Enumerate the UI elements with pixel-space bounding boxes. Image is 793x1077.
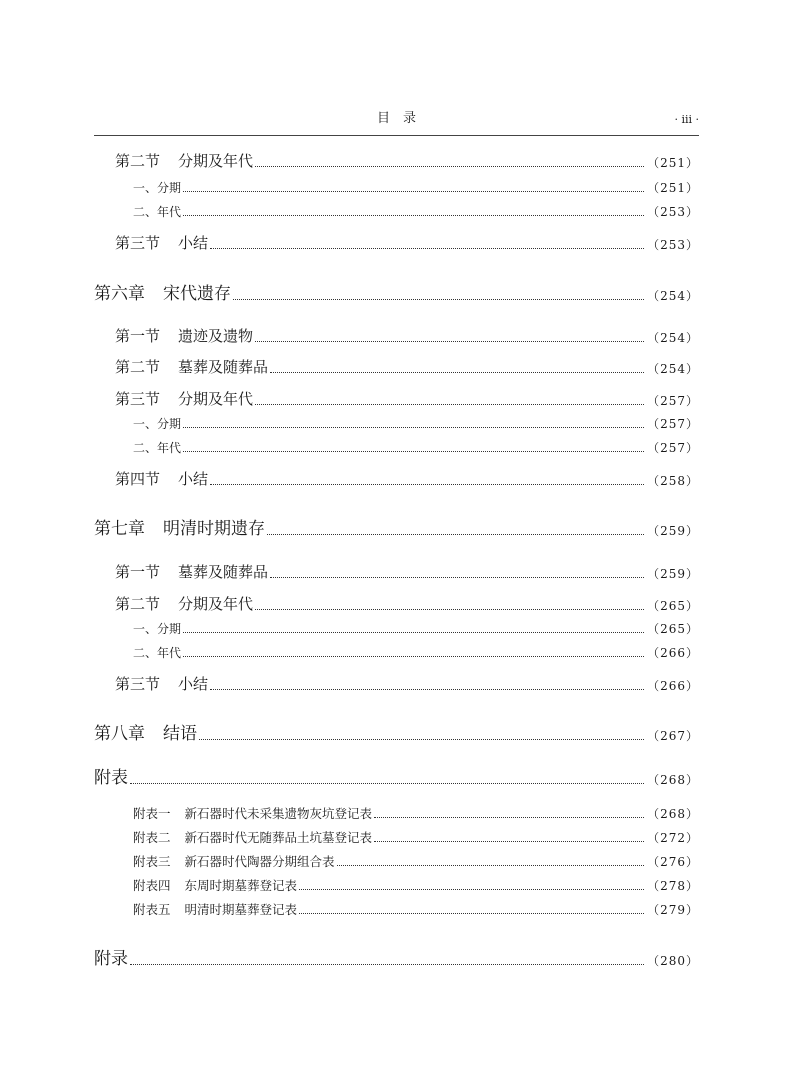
toc-entry-number: 二、 xyxy=(133,646,158,660)
toc-entry-page: （268） xyxy=(647,807,699,821)
toc-leader-dots xyxy=(183,427,644,428)
toc-entry[interactable] xyxy=(133,415,699,432)
toc-entry-title: 分期及年代 xyxy=(178,152,254,170)
toc-leader-dots xyxy=(255,341,644,342)
toc-entry-label xyxy=(133,828,372,846)
toc-entry-number: 附表一 xyxy=(133,806,171,821)
toc-leader-dots xyxy=(183,191,644,192)
toc-entry-number: 第八章 xyxy=(94,724,145,744)
toc-entry-title: 新石器时代未采集遗物灰坑登记表 xyxy=(184,806,373,821)
toc-entry-label xyxy=(133,900,297,918)
toc-entry-page: （272） xyxy=(647,831,699,845)
toc-entry[interactable] xyxy=(133,828,699,846)
toc-entry-number: 一、 xyxy=(133,622,158,636)
toc-leader-dots xyxy=(233,299,644,300)
toc-entry-title: 年代 xyxy=(157,646,182,660)
toc-entry-page: （253） xyxy=(647,238,699,252)
toc-entry-label xyxy=(94,944,128,969)
toc-entry-label xyxy=(133,644,181,661)
toc-entry-number: 第六章 xyxy=(94,284,145,304)
toc-entry[interactable] xyxy=(115,593,699,614)
toc-entry-number: 附表二 xyxy=(133,830,171,845)
toc-leader-dots xyxy=(210,248,644,249)
toc-entry-label xyxy=(133,804,372,822)
toc-entry-page: （251） xyxy=(647,156,699,170)
toc-leader-dots xyxy=(255,166,644,167)
toc-entry-title: 年代 xyxy=(157,441,182,455)
toc-entry[interactable] xyxy=(133,620,699,637)
toc-entry-page: （266） xyxy=(647,679,699,693)
toc-entry-page: （266） xyxy=(647,646,699,660)
toc-entry-number: 一、 xyxy=(133,181,158,195)
toc-entry-label xyxy=(115,673,208,694)
toc-entry-page: （253） xyxy=(647,205,699,219)
toc-entry-label xyxy=(133,179,181,196)
toc-entry[interactable] xyxy=(133,203,699,220)
toc-leader-dots xyxy=(255,404,644,405)
toc-entry-title: 附表 xyxy=(94,768,128,788)
toc-entry-page: （254） xyxy=(647,289,699,303)
toc-entry[interactable] xyxy=(133,876,699,894)
toc-entry-number: 第一节 xyxy=(115,563,161,581)
toc-entry-label xyxy=(115,325,253,346)
toc-entry-label xyxy=(94,719,197,744)
toc-leader-dots xyxy=(210,689,644,690)
toc-entry-number: 附表五 xyxy=(133,902,171,917)
toc-entry[interactable] xyxy=(94,763,699,788)
toc-entry-page: （265） xyxy=(647,622,699,636)
toc-entry-title: 墓葬及随葬品 xyxy=(178,358,269,376)
toc-leader-dots xyxy=(255,609,644,610)
toc-leader-dots xyxy=(299,913,644,914)
toc-entry-page: （254） xyxy=(647,331,699,345)
toc-entry-label xyxy=(115,388,253,409)
page-number: · iii · xyxy=(674,113,699,126)
toc-entry-number: 第三节 xyxy=(115,234,161,252)
toc-entry-label xyxy=(115,150,253,171)
toc-leader-dots xyxy=(337,865,645,866)
toc-entry-title: 明清时期墓葬登记表 xyxy=(184,902,298,917)
toc-entry-label xyxy=(115,468,208,489)
toc-entry-page: （251） xyxy=(647,181,699,195)
toc-entry[interactable] xyxy=(133,644,699,661)
toc-entry[interactable] xyxy=(94,944,699,969)
toc-entry[interactable] xyxy=(133,179,699,196)
toc-entry-title: 分期 xyxy=(157,622,182,636)
toc-entry-title: 小结 xyxy=(178,470,209,488)
toc-leader-dots xyxy=(183,632,644,633)
toc-entry-label xyxy=(94,514,265,539)
toc-entry-number: 第七章 xyxy=(94,519,145,539)
toc-entry[interactable] xyxy=(115,325,699,346)
toc-entry-page: （280） xyxy=(647,954,699,968)
toc-entry-label xyxy=(133,415,181,432)
toc-entry-title: 分期 xyxy=(157,181,182,195)
toc-entry-page: （257） xyxy=(647,441,699,455)
toc-entry-title: 年代 xyxy=(157,205,182,219)
toc-entry-title: 墓葬及随葬品 xyxy=(178,563,269,581)
toc-entry-title: 小结 xyxy=(178,675,209,693)
toc-entry-number: 第二节 xyxy=(115,358,161,376)
toc-entry[interactable] xyxy=(115,150,699,171)
toc-entry[interactable] xyxy=(133,900,699,918)
toc-entry-label xyxy=(115,232,208,253)
toc-entry-label xyxy=(133,439,181,456)
toc-entry-number: 二、 xyxy=(133,205,158,219)
toc-entry-page: （265） xyxy=(647,599,699,613)
toc-entry-label xyxy=(133,620,181,637)
toc-entry[interactable] xyxy=(94,719,699,744)
toc-leader-dots xyxy=(183,451,644,452)
toc-entry-number: 一、 xyxy=(133,417,158,431)
toc-entry-page: （259） xyxy=(647,524,699,538)
toc-entry-page: （278） xyxy=(647,879,699,893)
toc-entry-page: （257） xyxy=(647,417,699,431)
toc-entry-label xyxy=(133,876,297,894)
toc-leader-dots xyxy=(130,964,644,965)
toc-entry[interactable] xyxy=(115,468,699,489)
toc-entry-title: 小结 xyxy=(178,234,209,252)
toc-entry[interactable] xyxy=(133,804,699,822)
toc-entry-label xyxy=(115,593,253,614)
toc-entry-number: 第四节 xyxy=(115,470,161,488)
toc-entry-title: 分期 xyxy=(157,417,182,431)
toc-leader-dots xyxy=(374,817,644,818)
toc-leader-dots xyxy=(210,484,644,485)
toc-entry-page: （267） xyxy=(647,729,699,743)
toc-entry-label xyxy=(115,561,268,582)
toc-entry-title: 附录 xyxy=(94,949,128,969)
toc-entry[interactable] xyxy=(94,514,699,539)
toc-entry[interactable] xyxy=(133,852,699,870)
toc-entry-title: 结语 xyxy=(163,724,197,744)
toc-leader-dots xyxy=(267,534,644,535)
toc-entry-label xyxy=(133,203,181,220)
toc-leader-dots xyxy=(270,577,644,578)
toc-entry-title: 宋代遗存 xyxy=(163,284,231,304)
toc-entry-number: 二、 xyxy=(133,441,158,455)
toc-entry-page: （279） xyxy=(647,903,699,917)
toc-entry-label xyxy=(94,763,128,788)
toc-entry-page: （259） xyxy=(647,567,699,581)
toc-entry-page: （268） xyxy=(647,773,699,787)
toc-entry-label xyxy=(94,279,231,304)
toc-entry[interactable] xyxy=(115,356,699,377)
toc-entry-title: 分期及年代 xyxy=(178,595,254,613)
toc-entry-page: （254） xyxy=(647,362,699,376)
toc-entry-title: 新石器时代无随葬品土坑墓登记表 xyxy=(184,830,373,845)
toc-entry-number: 第二节 xyxy=(115,595,161,613)
toc-entry-page: （276） xyxy=(647,855,699,869)
toc-entry-number: 第三节 xyxy=(115,675,161,693)
toc-entry-label xyxy=(115,356,268,377)
toc-entry[interactable] xyxy=(115,561,699,582)
toc-entry-title: 遗迹及遗物 xyxy=(178,327,254,345)
toc-leader-dots xyxy=(130,783,644,784)
toc-entry[interactable] xyxy=(115,388,699,409)
toc-leader-dots xyxy=(374,841,644,842)
toc-entry[interactable] xyxy=(94,279,699,304)
toc-entry-page: （257） xyxy=(647,394,699,408)
toc-leader-dots xyxy=(299,889,644,890)
toc-entry-page: （258） xyxy=(647,474,699,488)
toc-entry-title: 明清时期遗存 xyxy=(163,519,265,539)
toc-entry[interactable] xyxy=(115,673,699,694)
toc-entry-label xyxy=(133,852,335,870)
toc-entry-title: 分期及年代 xyxy=(178,390,254,408)
toc-leader-dots xyxy=(183,656,644,657)
toc-leader-dots xyxy=(199,739,644,740)
toc-entry-number: 第一节 xyxy=(115,327,161,345)
toc-entry-number: 附表四 xyxy=(133,878,171,893)
toc-entry-number: 附表三 xyxy=(133,854,171,869)
toc-entry-number: 第三节 xyxy=(115,390,161,408)
toc-entry[interactable] xyxy=(133,439,699,456)
toc-entry-number: 第二节 xyxy=(115,152,161,170)
toc-leader-dots xyxy=(270,372,644,373)
toc-entry-title: 新石器时代陶器分期组合表 xyxy=(184,854,335,869)
toc-entry-title: 东周时期墓葬登记表 xyxy=(184,878,298,893)
toc-leader-dots xyxy=(183,215,644,216)
running-header-title: 目 录 xyxy=(376,111,416,126)
toc-entry[interactable] xyxy=(115,232,699,253)
